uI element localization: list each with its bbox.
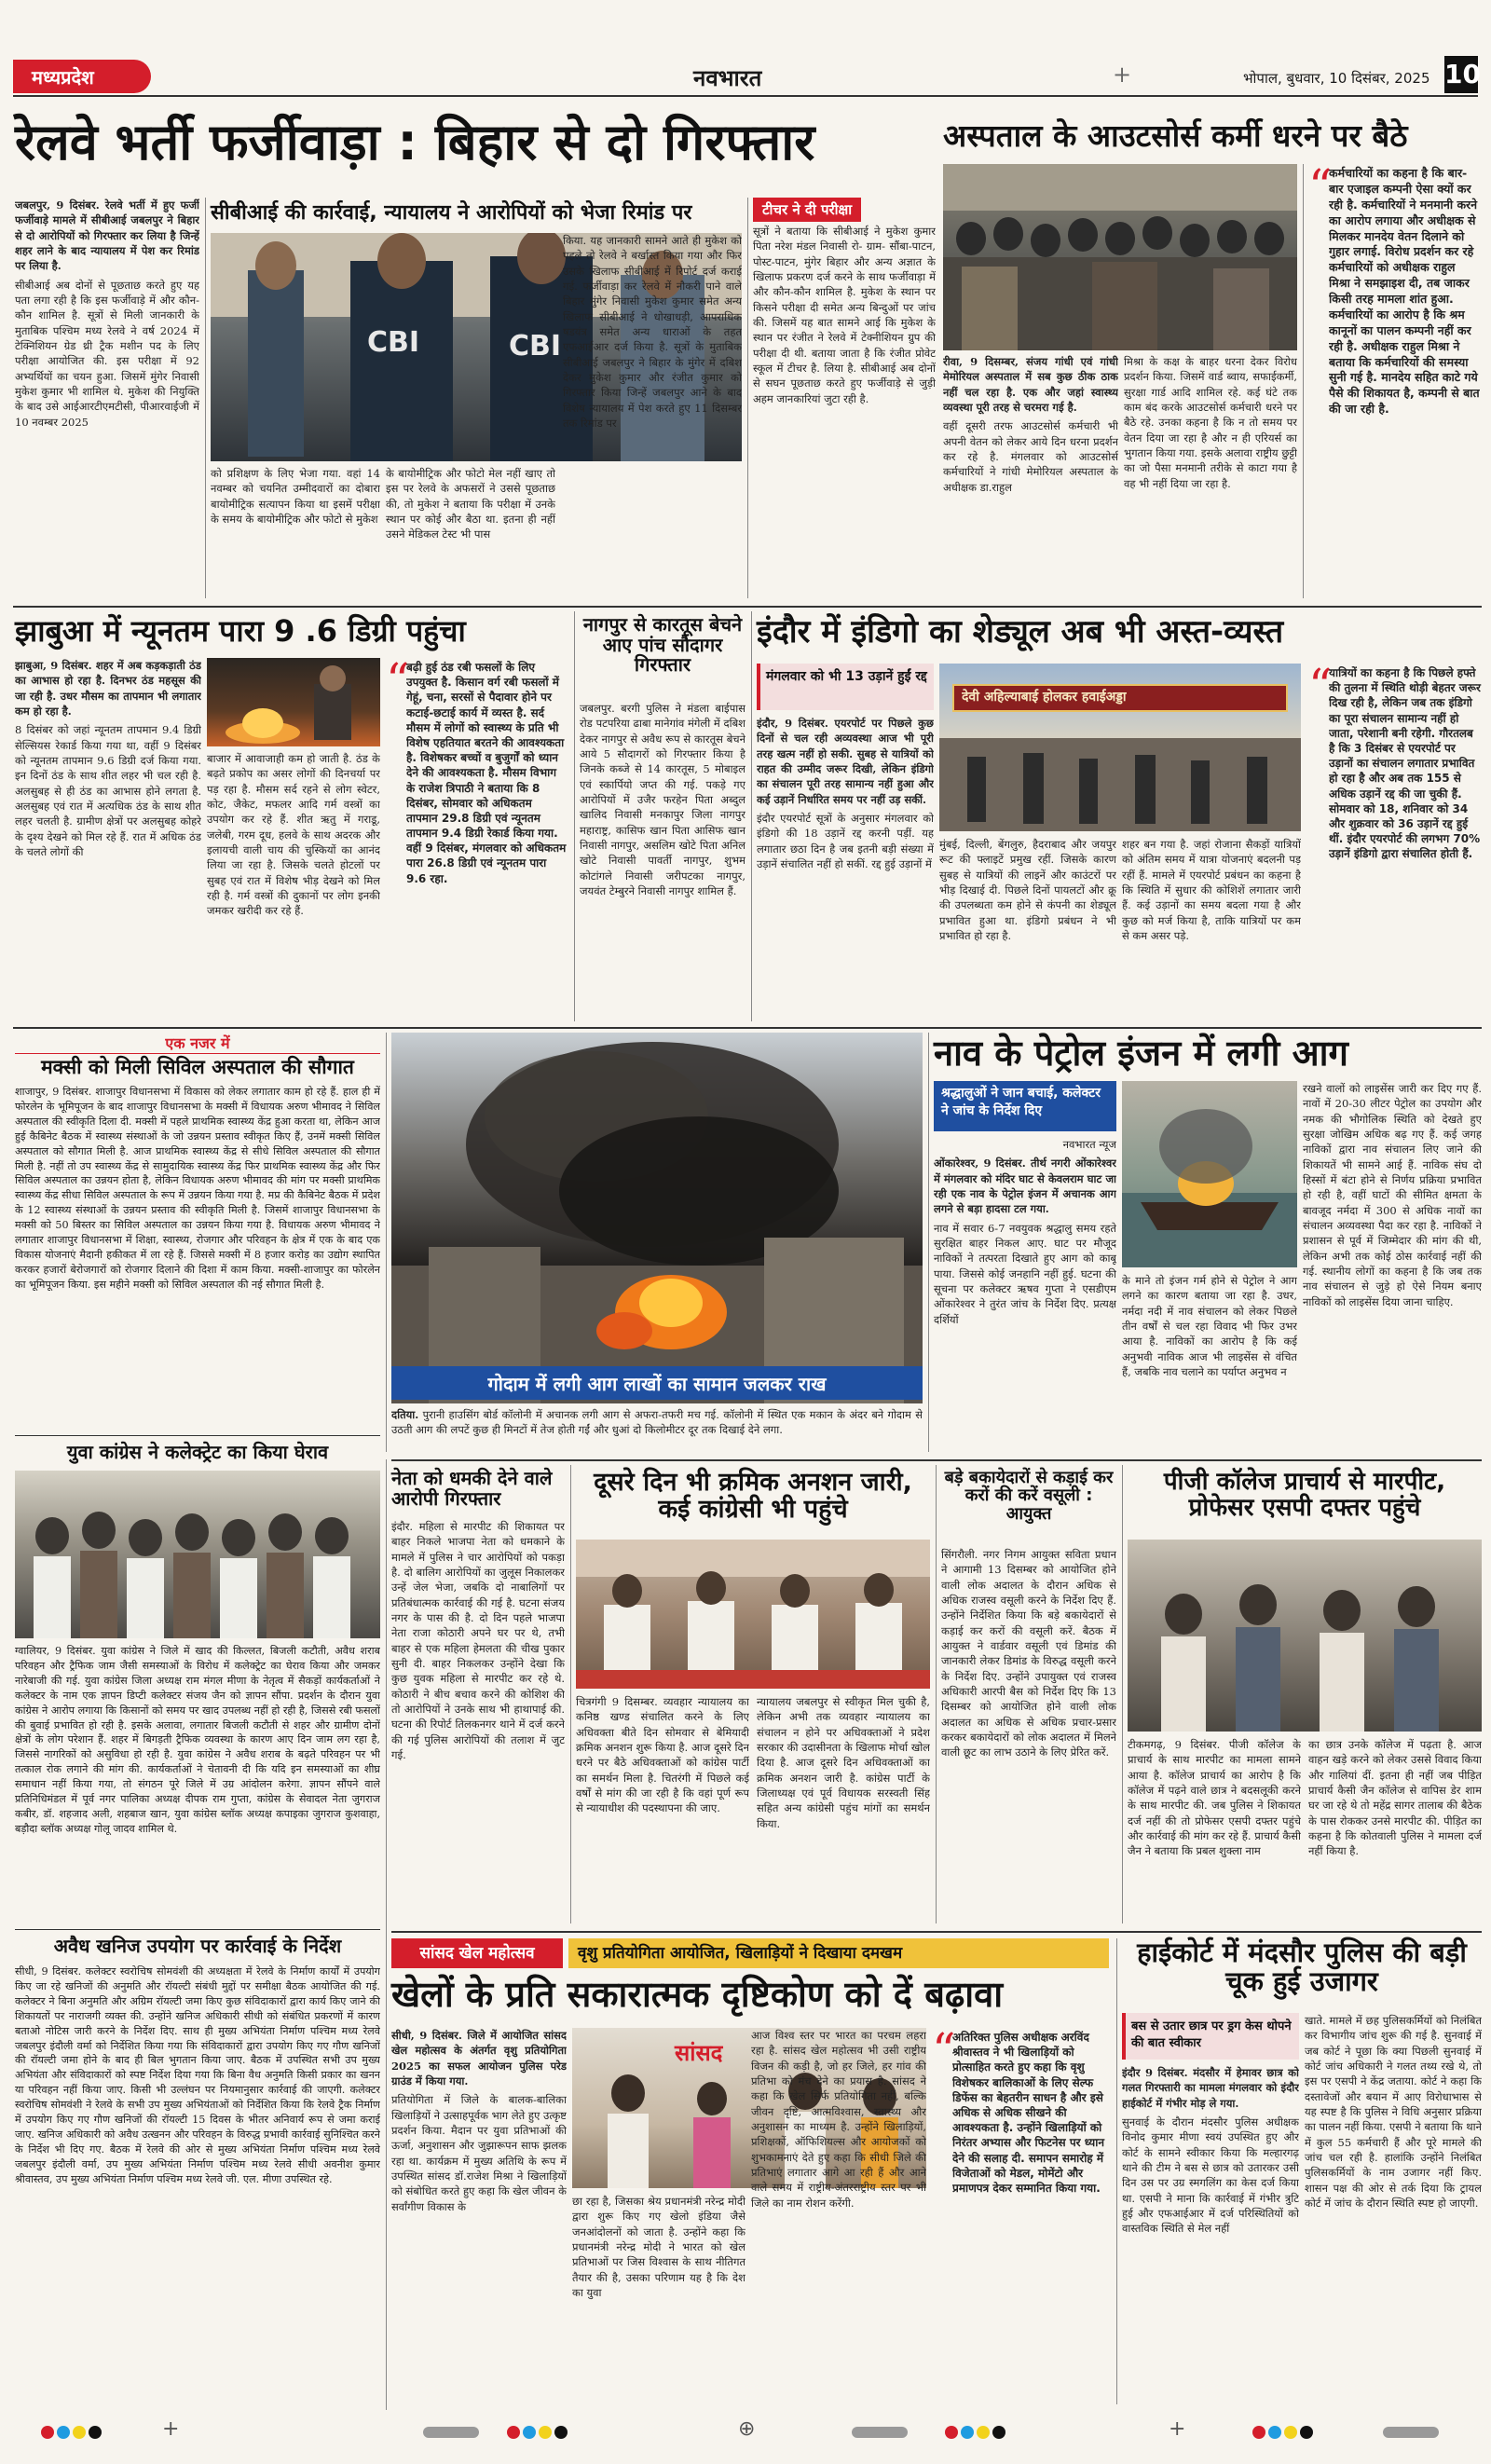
story2-photo — [943, 164, 1297, 350]
story6-kicker: एक नजर में — [15, 1033, 380, 1054]
story2-quote-box — [1308, 159, 1482, 598]
story12-photo — [576, 1540, 930, 1689]
story10-lead: नवभारत न्यूज ओंकारेश्वर, 9 दिसंबर. तीर्थ नगरी ओंकारेश्वर में मंगलवार को मंदिर घाट से केवलराम घाट जा रही एक नाव के पेट्रोल इंजन में अचानक आग लगने से बड़ा हादसा टल गया. नाव में सवार 6-7 नवयुवक श्रद्धालु समय रहते सुरक्षित बाहर निकल आए. घाट पर मौजूद नाविकों ने तत्परता दिखाते हुए आग को काबू पाया. जिससे कोई जनहानि नहीं हुई. घटना की सूचना पर कलेक्टर ऋषव गुप्ता ने एसडीएम ओंकारेश्वर ने तुरंत जांच के निर्देश दिए. प्रत्यक्ष दर्शियों — [934, 1138, 1116, 1326]
story5-headline: इंदौर में इंडिगो का शेड्यूल अब भी अस्त-व्यस्त — [757, 613, 1284, 650]
story7-headline: युवा कांग्रेस ने कलेक्ट्रेट का किया घेराव — [66, 1441, 329, 1463]
story1-col5: सूत्रों ने बताया कि सीबीआई ने मुकेश कुमार पिता नरेश मंडल निवासी रो- ग्राम- सौंबा-पाटन, पोस्ट-पाटन, मुंगेर बिहार और अन्य अज्ञात के खिलाफ प्रकरण दर्ज करने के साथ फर्जीवाड़ा में और कौन-कौन शामिल है. मुकेश के स्थान पर किसने परीक्षा दी समेत अन्य बिन्दुओं पर जांच की. जिसमें यह बात सामने आई कि मुकेश के स्थान पर रंजीत ने रेलवे में टेक्नीशियन ग्रुप की परीक्षा दी थी. बताया जाता है कि रंजीत प्रोवेट स्कूल में टीचर है. लिया है. सीबीआई अब दोनों से सघन पूछताछ करते हुए फर्जीवाड़े से जुड़ी अहम जानकारियां जुटा रही है. — [753, 225, 936, 405]
story11-body: इंदौर. महिला से मारपीट की शिकायत पर बाहर निकले भाजपा नेता को धमकाने के मामले में पुलिस ने चार आरोपियों को पकड़ा है. दो बालिग आरोपियों का जुलूस निकालकर उन्हें जेल भेजा, जबकि दो नाबालिगों पर प्रतिबंधात्मक कार्रवाई की गई है. घटना संजय नगर के पास की है. दो दिन पहले भाजपा नेता राजा कोठारी अपने घर पर थे, तभी बाहर से एक महिला हेमलता की चीख पुकार सुनी दी. बाहर निकलकर उन्होंने देखा कि कुछ युवक महिला से मारपीट कर रहे थे. कोठारी ने बीच बचाव करने की कोशिश की तो आरोपियों ने उनके साथ भी हाथापाई की. घटना की रिपोर्ट तिलकनगर थाने में दर्ज करने की गई पुलिस आरोपियों की तलाश में जुट गई. — [391, 1520, 565, 1761]
story12-headline: दूसरे दिन भी क्रमिक अनशन जारी, कई कांग्रेसी भी पहुंचे — [594, 1468, 912, 1525]
story16-lead: इंदौर 9 दिसंबर. मंदसौर में हेमावर छात्र को गलत गिरफ्तारी का मामला मंगलवार को इंदौर हाईकोर्ट में गंभीर मोड़ ले गया. सुनवाई के दौरान मंदसौर पुलिस अधीक्षक विनोद कुमार मीणा स्वयं उपस्थित हुए और कोर्ट के सामने स्वीकार किया कि मल्हारगढ़ थाने की टीम ने बस से छात्र को उतारकर उसी दिन उस पर उग्र स्मगलिंग का केस दर्ज किया था. एसपी ने माना कि कार्रवाई में गंभीर त्रुटि हुई और एफआईआर में दर्ज परिस्थितियों को वास्तविक स्थिति से मेल नहीं — [1122, 2066, 1299, 2236]
story14-col2: का छात्र उनके कॉलेज में पढ़ता है. आज वाहन खड़े करने को लेकर उससे विवाद किया और गालियां दीं. इतना ही नहीं जब पीड़ित प्राचार्य कैसी जैन कॉलेज से वापिस डेर शाम घर जा रहे थे तो महेंद्र सागर तालाब की बैठेक के पास रोककर उनसे मारपीट की. पीड़ित का कहना है कि कोतवाली पुलिस ने मामला दर्ज नहीं किया है. — [1308, 1738, 1482, 1858]
story10-col2: के माने तो इंजन गर्म होने से पेट्रोल ने आग लगने का कारण बताया जा रहा है. उधर, नर्मदा नदी में नाव संचालन को लेकर पिछले तीन वर्षों से चल रहा विवाद भी फिर उभर आया है. नाविकों का आरोप है कि कई अनुभवी नाविक आज भी लाइसेंस से वंचित हैं, जबकि नाव चलाने का पर्याप्त अनुभव न — [1122, 1274, 1297, 1378]
story2-lead: रीवा, 9 दिसम्बर, संजय गांधी एवं गांधी मेमोरियल अस्पताल में सब कुछ ठीक ठाक नहीं चल रहा है. एक और जहां स्वास्थ्य व्यवस्था पूरी तरह से चरमरा गई है. वहीं दूसरी तरफ आउटसोर्स कर्मचारी भी अपनी वेतन को लेकर आये दिन धरना प्रदर्शन कर रहे है. मंगलवार को आउटसोर्स कर्मचारियों ने गांधी मेमोरियल अस्पताल के अधीक्षक डा.राहुल — [943, 355, 1118, 494]
story15-headline: खेलों के प्रति सकारात्मक दृष्टिकोण को दें बढ़ावा — [391, 1974, 1004, 2015]
masthead — [13, 56, 1481, 97]
story10-box: श्रद्धालुओं ने जान बचाई, कलेक्टर ने जांच के निर्देश दिए — [934, 1081, 1116, 1131]
story10-photo — [1122, 1081, 1297, 1267]
story15-photo-sign: सांसद — [675, 2040, 723, 2066]
grey-swatch-icon — [423, 2427, 479, 2438]
story1-subhead: सीबीआई की कार्रवाई, न्यायालय ने आरोपियों को भेजा रिमांड पर — [211, 201, 692, 225]
story2-quote: कर्मचारियों का कहना है कि बार-बार एजाइल कम्पनी ऐसा क्यों कर रही है. कर्मचारियों ने मनमानी करने का आरोप लगाया और अधीक्षक से मिलकर मानदेय वेतन दिलाने को गुहार लगाई. विरोध प्रदर्शन कर रहे कर्मचारियों को अधीक्षक राहुल मिश्रा ने समझाइश दी, तब जाकर किसी तरह मामला शांत हुआ. कर्मचारियों का आरोप है कि श्रम कानूनों का पालन कम्पनी नहीं कर रही है. अधीक्षक राहुल मिश्रा ने बताया कि कर्मचारियों की समस्या सुनी गई है. मानदेय सहित काटे गये पैसे की शिकायत है, कम्पनी से बात की जा रही है. — [1329, 166, 1480, 417]
story16-box-text: बस से उतार छात्र पर ड्रग केस थोपने की बात स्वीकार — [1131, 2019, 1292, 2050]
story16-headline: हाईकोर्ट में मंदसौर पुलिस की बड़ी चूक हुई उजागर — [1137, 1937, 1467, 1998]
story3-lead: झाबुआ, 9 दिसंबर. शहर में अब कड़कड़ाती ठंड का आभास हो रहा है. दिनभर ठंड महसूस की जा रही है. उधर मौसम का तापमान भी लगातार कम हो रहा है. 8 दिसंबर को जहां न्यूनतम तापमान 9.4 डिग्री सेल्सियस रेकार्ड किया गया था, वहीं 9 दिसंबर को न्यूनतम तापमान 9.6 डिग्री दर्ज किया गया. इन दिनों ठंड के साथ शीत लहर भी चल रही है. अलसुबह से ही ठंड का आभास होने लगता है. अलसुबह एवं रात में अत्यधिक ठंड के साथ शीत लहर चलती है. ग्रामीण क्षेत्रों पर अलसुबह कोहरे के दृश्य देखने को मिल रहे हैं. रात में अधिक ठंड के चलते लोगों की — [15, 659, 201, 858]
story9-photo — [391, 1033, 923, 1403]
story7-body: ग्वालियर, 9 दिसंबर. युवा कांग्रेस ने जिले में खाद की किल्लत, बिजली कटौती, अवैध शराब परिवहन और ट्रैफिक जाम जैसी समस्याओं के विरोध में कलेक्ट्रेट का घेराव किया और जमकर नारेबाजी की गई. युवा कांग्रेस जिला अध्यक्ष राम मंगल मीणा के नेतृत्व में सैकड़ों कार्यकर्ताओं ने कलेक्टर के नाम एक ज्ञापन डिप्टी कलेक्टर संजय जैन को ज्ञापन सौंपा. प्रदर्शन के दौरान युवा कांग्रेस ने आरोप लगाया कि किसानों को समय पर खाद उपलब्ध नहीं हो रही है, जिससे रबी फसलों की बुवाई प्रभावित हो रही है. इसके अलावा, लगातार बिजली कटौती से शहर और ग्रामीण दोनों क्षेत्रों के लोग परेशान हैं. शहर में बिगड़ती ट्रैफिक व्यवस्था के कारण आए दिन जाम लग रहा है, जिससे नागरिकों को असुविधा हो रही है. युवा कांग्रेस ने अवैध शराब के बढ़ते परिवहन पर भी तत्काल रोक लगाने की मांग की. कार्यकर्ताओं ने चेतावनी दी कि यदि इन समस्याओं का शीघ्र समाधान नहीं किया गया, तो संगठन पूरे जिले में उग्र आंदोलन करेगा. ज्ञापन सौंपने वाले प्रतिनिधिमंडल में पूर्व नगर पालिका अध्यक्ष दीपक राम गुप्ता, कांग्रेस के सेवादल नेता जुगराज कबीर, डॉ. शहजाद अली, शहबाज खान, युवा कांग्रेस ब्लॉक अध्यक्ष कपाइका जुगराज कुशवाहा, बड़ौदा ब्लॉक अध्यक्ष गोलू जादव शामिल थे. — [15, 1645, 380, 1835]
story2-col2: मिश्रा के कक्ष के बाहर धरना देकर विरोध प्रदर्शन किया. जिसमें वार्ड ब्वाय, सफाईकर्मी, सुरक्षा गार्ड आदि शामिल रहे. कई घंटे तक काम बंद करके आउटसोर्स कर्मचारी धरने पर बैठे रहे. उनका कहना है कि न तो समय पर वेतन दिया जा रहा है और न ही एरियर्स का भुगतान किया गया. इसके अलावा राष्ट्रीय छुट्टी का जो पैसा मनमानी तरीके से काटा गया है वह भी नहीं दिया जा रहा है. — [1124, 355, 1297, 490]
paper-name: नवभारत — [693, 65, 762, 91]
quote-mark-icon: “ — [386, 653, 410, 707]
story1-col2: को प्रशिक्षण के लिए भेजा गया. वहां 14 नवम्बर को चयनित उम्मीदवारों का दोबारा बायोमीट्रिक सत्यापन किया था इसमें परीक्षा के समय के बायोमीट्रिक और फोटो से मुकेश — [211, 467, 380, 526]
story15-col3: आज विश्व स्तर पर भारत का परचम लहरा रहा है. सांसद खेल महोत्सव भी उसी राष्ट्रीय विजन की कड़ी है, जो हर जिले, हर गांव की प्रतिभा को मंच देने का प्रयास है. सांसद ने कहा कि खेल सिर्फ प्रतियोगिता नहीं, बल्कि जीवन दृष्टि, आत्मविश्वास, स्वास्थ्य और अनुशासन का माध्यम है. उन्होंने खिलाड़ियों, प्रशिक्षकों, ऑफिशियल्स और आयोजकों को शुभकामनाएं देते हुए कहा कि सीधी जिले की प्रतिभाएं लगातार आगे आ रही हैं और आने वाले समय में राष्ट्रीय-अंतरराष्ट्रीय स्तर पर भी जिले का नाम रोशन करेंगी. — [751, 2029, 926, 2210]
quote-mark-icon: “ — [1308, 659, 1333, 713]
grey-swatch-icon — [1383, 2427, 1439, 2438]
story1-lead: जबलपुर, 9 दिसंबर. रेलवे भर्ती में हुए फर्जी फर्जीवाड़े मामले में सीबीआई जबलपुर ने बिहार से दो आरोपियों को गिरफ्तार कर लिया है जिन्हें शहर लाने के बाद न्यायालय में पेश कर रिमांड पर लिया है. सीबीआई अब दोनों से पूछताछ करते हुए यह पता लगा रही है कि इस फर्जीवाड़े में और कौन-कौन शामिल है. सूत्रों से मिली जानकारी के मुताबिक पश्चिम मध्य रेलवे ने वर्ष 2024 में टेक्निशियन ग्रेड थ्री ट्रैक मशीन पद के लिए परीक्षा आयोजित की. इस परीक्षा में 92 अभ्यर्थियों का चयन हुआ. जिसमें मुंगेर निवासी मुकेश कुमार भी शामिल थे. मुकेश की नियुक्ति के बाद उसे आईआरटीएमटीसी, पीआरवाईजी में 10 नवम्बर 2025 — [15, 198, 199, 429]
crosshair-icon: + — [162, 2417, 180, 2441]
crosshair-icon: + — [1169, 2417, 1186, 2441]
story3-photo — [207, 658, 380, 746]
story2-headline: अस्पताल के आउटसोर्स कर्मी धरने पर बैठे — [943, 117, 1408, 154]
story6-headline: मक्सी को मिली सिविल अस्पताल की सौगात — [41, 1056, 354, 1078]
story12-col2: न्यायालय जबलपुर से स्वीकृत मिल चुकी है, लेकिन अभी तक व्यवहार न्यायालय का संचालन न होने पर अधिवक्ताओं ने प्रदेश सरकार की उदासीनता के खिलाफ मोर्चा खोल दिया है. आज दूसरे दिन अधिवक्ताओं का क्रमिक अनशन जारी है. कांग्रेस पार्टी के जिलाध्यक्ष एवं पूर्व विधायक सरस्वती सिंह सहित अन्य कांग्रेसी पहुंच मांगों का समर्थन किया. — [757, 1695, 930, 1830]
story16-col2: खाते. मामले में छह पुलिसकर्मियों को निलंबित कर विभागीय जांच शुरू की गई है. सुनवाई में जब कोर्ट ने पूछा कि क्या पिछली सुनवाई में कोर्ट जांच अधिकारी ने गलत तथ्य रखे थे, तो इस पर एसपी ने केंद्र जताया. कोर्ट ने कहा कि दस्तावेजों और बयान में आए विरोधाभास से यह स्पष्ट है कि पुलिस ने विधि अनुसार प्रक्रिया का पालन नहीं किया. एसपी ने बताया कि थाने में कुल 55 कर्मचारी हैं और पूरे मामले की जांच चल रही है. हालांकि उन्होंने निलंबित पुलिसकर्मियों के नाम उजागर नहीं किए. शासन पक्ष की ओर से तर्क दिया कि ट्रायल कोर्ट में जांच के दौरान स्थिति स्पष्ट हो जाएगी. — [1305, 2014, 1482, 2210]
grey-swatch-icon — [852, 2427, 908, 2438]
story9-caption: दतिया. पुरानी हाउसिंग बोर्ड कॉलोनी में अचानक लगी आग से अफरा-तफरी मच गई. कॉलोनी में स्थित एक मकान के अंदर बने गोदाम से उठती आग की लपटें कुछ ही मिनटों में तेज होती गईं और धुआं दो किलोमीटर दूर तक दिखाई देने लगा. — [391, 1408, 923, 1437]
story14-headline: पीजी कॉलेज प्राचार्य से मारपीट, प्रोफेसर एसपी दफ्तर पहुंचे — [1163, 1468, 1446, 1523]
crosshair-icon: + — [1113, 62, 1132, 88]
story5-quote-box — [1308, 659, 1482, 1020]
footer-marks — [13, 2417, 1478, 2455]
story15-lead: सीधी, 9 दिसंबर. जिले में आयोजित सांसद खेल महोत्सव के अंतर्गत वृशु प्रतियोगिता 2025 का सफल आयोजन पुलिस परेड ग्राउंड में किया गया. प्रतियोगिता में जिले के बालक-बालिका खिलाड़ियों ने उत्साहपूर्वक भाग लेते हुए उत्कृष्ट प्रदर्शन किया. मैदान पर युवा प्रतिभाओं की ऊर्जा, अनुशासन और जुझारूपन साफ झलक रहा था. कार्यक्रम में मुख्य अतिथि के रूप में उपस्थित सांसद डॉ.राजेश मिश्रा ने खिलाड़ियों को संबोधित करते हुए कहा कि खेल जीवन के सर्वांगीण विकास के — [391, 2029, 567, 2213]
story1-headline: रेलवे भर्ती फर्जीवाड़ा : बिहार से दो गिरफ्तार — [15, 113, 815, 171]
story14-photo — [1128, 1540, 1482, 1732]
story15-quote: अतिरिक्त पुलिस अधीक्षक अरविंद श्रीवास्तव ने भी खिलाड़ियों को प्रोत्साहित करते हुए कहा कि वृशु विशेषकर बालिकाओं के लिए सेल्फ डिफेंस का बेहतरीन साधन है और इसे अधिक से अधिक सीखने की आवश्यकता है. उन्होंने खिलाड़ियों को निरंतर अभ्यास और फिटनेस पर ध्यान देने की सलाह दी. समापन समारोह में विजेताओं को मेडल, मोमेंटो और प्रमाणपत्र देकर सम्मानित किया गया. — [952, 2031, 1104, 2195]
story3-quote: बढ़ी हुई ठंड रबी फसलों के लिए उपयुक्त है. किसान वर्ग रबी फसलों में गेहूं, चना, सरसों से पैदावार होने पर कटाई-छटाई कार्य में व्यस्त है. सर्द मौसम में लोगों को स्वास्थ्य के प्रति भी विशेष एहतियात बरतने की आवश्यकता है. विशेषकर बच्चों व बुजुर्गों को ध्यान देने की आवश्यकता है. मौसम विभाग के राजेश त्रिपाठी ने बताया कि 8 दिसंबर, सोमवार को अधिकतम तापमान 29.8 डिग्री एवं न्यूनतम तापमान 9.4 डिग्री रेकार्ड किया गया. वहीं 9 दिसंबर, मंगलवार को अधिकतम पारा 26.8 डिग्री एवं न्यूनतम पारा 9.6 रहा. — [406, 661, 567, 885]
story5-lead: इंदौर, 9 दिसंबर. एयरपोर्ट पर पिछले कुछ दिनों से चल रही अव्यवस्था आज भी पूरी तरह खत्म नहीं हो सकी. सुबह से यात्रियों को राहत की उम्मीद जरूर दिखी, लेकिन इंडिगो का संचालन पूरी तरह सामान्य नहीं हुआ और कई उड़ानें निर्धारित समय पर नहीं उड़ सकीं. इंदौर एयरपोर्ट सूत्रों के अनुसार मंगलवार को इंडिगो की 18 उड़ानें रद्द करनी पड़ीं. यह लगातार छठा दिन है जब इतनी बड़ी संख्या में उड़ानें संचालित नहीं हो सकीं. रद्द हुई उड़ानों में — [757, 717, 934, 870]
story14-col1: टीकमगढ़, 9 दिसंबर. पीजी कॉलेज के प्राचार्य के साथ मारपीट का मामला सामने आया है. कॉलेज प्राचार्य का आरोप है कि कॉलेज में पढ़ने वाले छात्र ने बदसलूकी करने के साथ मारपीट की. जब पुलिस ने शिकायत दर्ज नहीं की तो प्रोफेसर एसपी दफ्तर पहुंचे और कार्रवाई की मांग कर रहे हैं. प्राचार्य कैसी जैन ने बताया कि प्रबल शुक्ला नाम — [1128, 1738, 1301, 1858]
story8-body: सीधी, 9 दिसंबर. कलेक्टर स्वरोचिष सोमवंशी की अध्यक्षता में रेलवे के निर्माण कार्यों में उपयोग किए जा रहे खनिजों की अनुमति और रॉयल्टी संबंधी मुद्दों पर समीक्षा बैठक आयोजित की गई. कलेक्टर ने बिना अनुमति और अग्रिम रॉयल्टी जमा किए कुछ संविदाकारों द्वारा कार्य किए जाने की शिकायतों पर नाराजगी व्यक्त की. उन्होंने खनिज अधिकारी सीधी को संबंधित प्रकरणों में कारण बताओ नोटिस जारी करने के निर्देश दिए. साथ ही मुख्य अभियंता निर्माण पश्चिम मध्य रेलवे जबलपुर इंदौली वर्मा को निर्देशित किया गया कि संविदाकारों द्वारा उपयोग किए गए गौण खनिजों की रॉयल्टी जमा होने के बाद ही बिल भुगतान किया जाए. बैठक में उपस्थित सभी उप मुख्य अभियंता और संविदाकारों को स्पष्ट निर्देश दिया गया कि बिना वैध अनुमति किसी प्रकार का खनन या परिवहन नहीं किया जाए. किसी भी उल्लंघन पर नियमानुसार कार्रवाई की जाएगी. कलेक्टर स्वरोचिष सोमवंशी ने रेलवे के सभी उप मुख्य अभियंताओं को निर्देशित किया कि रेलवे ट्रैक निर्माण में उपयोग किए गए गौण खनिजों की रॉयल्टी 15 दिवस के भीतर अनिवार्य रूप से जमा कराई जाए. खनिज अधिकारी को अवैध उत्खनन और परिवहन के विरुद्ध प्रभावी कार्रवाई सुनिश्चित करने के निर्देश भी दिए गए. बैठक में रेलवे की ओर से मुख्य अभियंता निर्माण पश्चिम मध्य रेलवे जबलपुर इंदौली वर्मा, उप मुख्य अभियंता निर्माण पश्चिम मध्य रेलवे सीधी अवनीश कुमार श्रीवास्तव, उप मुख्य अभियंता निर्माण पश्चिम मध्य रेलवे जी. एल. मीणा उपस्थित रहे. — [15, 1965, 380, 2185]
story5-photo — [939, 664, 1301, 831]
story15-banner — [391, 1938, 1109, 1968]
cbi-jacket-text-2: CBI — [509, 330, 562, 363]
section-label: मध्यप्रदेश — [32, 66, 94, 89]
story3-col2: बाजार में आवाजाही कम हो जाती है. ठंड के बढ़ते प्रकोप का असर लोगों की दिनचर्या पर पड़ रहा है. मौसम सर्द रहने से लोग स्वेटर, कोट, जैकेट, मफलर आदि गर्म वस्त्रों का उपयोग कर रहे हैं. शीत ऋतु में गराडू, जलेबी, गरम दूध, हलवे के साथ अदरक और इलायची वाली चाय की चुस्कियों का आनंद लिया जा रहा है. जिसके चलते होटलों पर सुबह एवं रात में विशेष भीड़ देखने को मिल रही है. गर्म वस्त्रों की दुकानों पर लोग इनकी जमकर खरीदी कर रहे हैं. — [207, 752, 380, 918]
story3-headline: झाबुआ में न्यूनतम पारा 9 .6 डिग्री पहुंचा — [15, 613, 466, 649]
story5-col3: शहर बन गया है. जहां रोजाना सैकड़ों यात्रियों को अंतिम समय में यात्रा योजनाएं बदलनी पड़ रहीं हैं. मामले में एयरपोर्ट प्रबंधन का कहना है कि स्थिति में सुधार की कोशिशें लगातार जारी हैं. कई उड़ानों का समय बदला गया है और कुछ को मर्ज किया है, ताकि यात्रियों पर कम से कम असर पड़े. — [1122, 838, 1301, 942]
story15-quote-box — [932, 2023, 1109, 2404]
quote-mark-icon: “ — [932, 2023, 956, 2077]
story1-col3: के बायोमीट्रिक और फोटो मेल नहीं खाए तो इस पर रेलवे के अफसरों ने उससे पूछताछ की, तो मुकेश ने बताया कि परीक्षा में उनके स्थान पर कोई और बैठा था. इतना ही नहीं उसने मेडिकल टेस्ट भी पास — [386, 467, 555, 541]
story1-col4: किया. यह जानकारी सामने आते ही मुकेश को पहले तो रेलवे ने बर्खास्त किया गया और फिर उसके खिलाफ सीबीआई में रिपोर्ट दर्ज कराई गई. फर्जीवाड़ा कर रेलवे में नौकरी पाने वाले बिहार मुंगेर निवासी मुकेश कुमार समेत अन्य खिलाफ सीबीआई ने धोखाधड़ी, आपराधिक षडयंत्र समेत अन्य धाराओं के तहत एफआईआर दर्ज किया है. सूत्रों के मुताबिक सीबीआई जबलपुर ने बिहार के मुंगेर में दबिश देकर मुकेश कुमार और रंजीत कुमार को गिरफ्तार किया जिन्हें जबलपुर आने के बाद विशेष न्यायालय में पेश करते हुए 11 दिसम्बर तक रिमांड पर — [563, 234, 742, 430]
story11-headline: नेता को धमकी देने वाले आरोपी गिरफ्तार — [391, 1467, 553, 1510]
story3-quote-box — [386, 653, 568, 1020]
story10-headline: नाव के पेट्रोल इंजन में लगी आग — [934, 1033, 1348, 1074]
cbi-jacket-text: CBI — [367, 326, 420, 359]
story4-body: जबलपुर. बरगी पुलिस ने मंडला बाईपास रोड पटपरिया ढाबा मानेगांव मंगेली में दबिश देकर नागपुर से अवैध रूप से कारतूस बेचने आये 5 सौदागरों को गिरफ्तार किया है जिनके कब्जे से 14 कारतूस, 5 मोबाइल एवं स्कार्पियो जप्त की गई. पकड़े गए आरोपियों में उजैर फरहेन पिता अब्दुल खालिद निवासी मनकापुर जिला नागपुर महाराष्ट्र, कासिफ खान पिता आसिफ खान निवासी नागपुर, असलिम खोटे पिता अनिल खोटे निवासी पावर्ती नागपुर, शुभम कोटांगले निवासी जरीपटका नागपुर, जयवंत टेम्बुरने निवासी नागपुर शामिल हैं. — [580, 702, 746, 897]
story13-body: सिंगरौली. नगर निगम आयुक्त सविता प्रधान ने आगामी 13 दिसम्बर को आयोजित होने वाली लोक अदालत के दौरान अधिक से अधिक राजस्व वसूली करने के निर्देश दिए हैं. उन्होंने निर्देशित किया कि बड़े बकायेदारों से कड़ाई कर करों की वसूली करें. बैठक में आयुक्त ने वार्डवार वसूली एवं डिमांड की जानकारी लेकर डिमांड के विरुद्ध वसूली करने के निर्देश दिए. उन्होंने उपायुक्त एवं राजस्व अधिकारी आरपी बैस को निर्देश दिए कि 13 दिसम्बर को आयोजित होने वाली लोक अदालत का अधिक से अधिक प्रचार-प्रसार करकर बकायेदारों को लोक अदालत में मिलने वाली छूट का लाभ उठाने के लिए प्रेरित करें. — [941, 1548, 1116, 1759]
story5-col2: मुंबई, दिल्ली, बेंगलुरु, हैदराबाद और जयपुर रूट की फ्लाइटें प्रमुख रहीं. जिसके कारण सुबह से यात्रियों की लाइनें और काउंटरों पर भीड़ दिखाई दी. पिछले दिनों पायलटों और क्रू की उपलब्धता कम होने से कंपनी का शेड्यूल प्रभावित हुआ था. इंडिगो प्रबंधन ने भी प्रभावित हो रहा है. — [939, 838, 1116, 942]
page-number: 10 — [1444, 56, 1478, 93]
story4-headline: नागपुर से कारतूस बेचने आए पांच सौदागर गिरफ्तार — [582, 613, 743, 677]
register-target-icon: ⊕ — [738, 2417, 756, 2441]
dateline: भोपाल, बुधवार, 10 दिसंबर, 2025 — [1243, 70, 1430, 87]
quote-mark-icon: “ — [1308, 159, 1333, 213]
story15-col2: छा रहा है, जिसका श्रेय प्रधानमंत्री नरेन्द्र मोदी द्वारा शुरू किए गए खेलो इंडिया जैसे जनआंदोलनों को जाता है. उन्होंने कहा कि प्रधानमंत्री नरेन्द्र मोदी ने भारत को खेल प्रतिभाओं पर जिस विश्वास के साथ नीतिगत तैयार की है, उसका परिणाम यह है कि देश का युवा — [572, 2195, 746, 2299]
story5-quote: यात्रियों का कहना है कि पिछले हफ्ते की तुलना में स्थिति थोड़ी बेहतर जरूर दिख रही है, लेकिन जब तक इंडिगो का पूरा संचालन सामान्य नहीं हो जाता, परेशानी बनी रहेगी. गौरतलब है कि 3 दिसंबर से एयरपोर्ट पर उड़ानों का संचालन लगातार प्रभावित हो रहा है और अब तक 155 से अधिक उड़ानें रद्द की जा चुकी हैं. सोमवार को 18, शनिवार को 34 और शुक्रवार को 36 उड़ानें रद्द हुई थीं. इंदौर एयरपोर्ट की लगभग 70% उड़ानें इंडिगो द्वारा संचालित होती हैं. — [1329, 666, 1481, 861]
story10-col3: रखने वालों को लाइसेंस जारी कर दिए गए हैं. नावों में 20-30 लीटर पेट्रोल का उपयोग और नमक की भौगोलिक स्थिति को देखते हुए सुरक्षा जोखिम अधिक बढ़ गए हैं. कई जगह नाविकों द्वारा नाव संचालन लिए जाने की शिकायतें भी सामने आई हैं. नाविक संघ दो हिस्सों में बंटा होने से निर्णय प्रक्रिया प्रभावित हो रही है, वहीं घाटों की सीमित क्षमता के बावजूद नर्मदा में 300 से अधिक नावों का संचालन अव्यवस्था पैदा कर रहा है. नाविकों ने प्रशासन से पूर्व में जिम्मेदार की मांग की थी, लेकिन अभी तक कोई ठोस कार्रवाई नहीं की गई. स्थानीय लोगों का कहना है कि जब तक नाव संचालन से जुड़े हो ऐसे नियम बनाए नाविकों को लाइसेंस दिया जाना चाहिए. — [1303, 1082, 1482, 1308]
airport-sign-text: देवी अहिल्याबाई होलकर हवाईअड्डा — [962, 690, 1127, 705]
story1-box-label: टीचर ने दी परीक्षा — [753, 198, 861, 222]
story12-col1: चित्रगंगी 9 दिसम्बर. व्यवहार न्यायालय का कनिष्ठ खण्ड संचालित करने के लिए अधिवक्ता बीते दिन सोमवार से बेमियादी क्रमिक अनशन शुरू किया है. आज दूसरे दिन धरने पर बैठे अधिवक्ताओं को कांग्रेस पार्टी का समर्थन मिला है. चितरंगी में पिछले कई वर्षों से मांग की जा रही है कि वहां पूर्ण रूप से न्यायाधीश की पदस्थापना की जाए. — [576, 1695, 749, 1815]
story13-headline: बड़े बकायेदारों से कड़ाई कर करों की करें वसूली : आयुक्त — [944, 1468, 1114, 1524]
color-bar-icon — [41, 2425, 104, 2443]
story7-photo — [15, 1471, 380, 1638]
color-bar-icon — [507, 2425, 570, 2443]
story5-sub: मंगलवार को भी 13 उड़ानें हुईं रद्द — [766, 669, 927, 684]
story15-banner-right: वृशु प्रतियोगिता आयोजित, खिलाड़ियों ने दिखाया दमखम — [568, 1938, 1109, 1968]
color-bar-icon — [1252, 2425, 1316, 2443]
story6-body: शाजापुर, 9 दिसंबर. शाजापुर विधानसभा में विकास को लेकर लगातार काम हो रहे हैं. हाल ही में फोरलेन के भूमिपूजन के बाद शाजापुर विधानसभा के मक्सी में विधायक अरुण भीमावद ने सिविल अस्पताल की स्वीकृति दिला दी. मक्सी में पहले प्राथमिक स्वास्थ्य केंद्र हुआ करता था, लेकिन आज हुई कैबिनेट बैठक में स्वास्थ्य संस्थाओं के जो उन्नयन प्रस्ताव स्वीकृत किए हैं, उनमें मक्सी सिविल अस्पताल को सौगात मिली है. आज प्राथमिक स्वास्थ्य केंद्र से सीधे सिविल अस्पताल की सौगात मिली है. नहीं तो उप स्वास्थ्य केंद्र से सामुदायिक स्वास्थ्य केंद्र फिर प्राथमिक स्वास्थ्य केंद्र और फिर सिविल अस्पताल का उन्नयन होता है, लेकिन विधायक अरुण भीमावद की मांग पर मक्सी प्राथमिक स्वास्थ्य केंद्र सीधा सिविल अस्पताल के रूप में उन्नयन किया गया है. मप्र की कैबिनेट बैठक में प्रदेश के 12 स्वास्थ्य संस्थाओं के उन्नयन प्रस्ताव की स्वीकृति मिली है. जिसमें शाजापुर विधानसभा के मक्सी को 50 बिस्तर का सिविल अस्पताल का उन्नयन किया गया है. विधायक अरुण भीमावद ने लगातार शाजापुर विधानसभा में शिक्षा, स्वास्थ्य, रोजगार और परिवहन के क्षेत्र में एक के बाद एक विकास योजनाएं मैदानी हकीकत में ला रहे हैं. जिससे मक्सी में 8 हजार करोड़ का उद्योग स्थापित करकर हजारों बेरोजगारों को रोजगार दिलाने की दिशा में काम किया. मक्सी-शाजापुर का फोरलेन का भूमिपूजन किया. इस महीने मक्सी को सिविल अस्पताल की नई सौगात मिली है. — [15, 1086, 380, 1291]
story8-headline: अवैध खनिज उपयोग पर कार्रवाई के निर्देश — [53, 1935, 342, 1957]
story15-banner-left: सांसद खेल महोत्सव — [391, 1938, 563, 1968]
story9-banner-text: गोदाम में लगी आग लाखों का सामान जलकर राख — [487, 1373, 827, 1395]
color-bar-icon — [945, 2425, 1008, 2443]
